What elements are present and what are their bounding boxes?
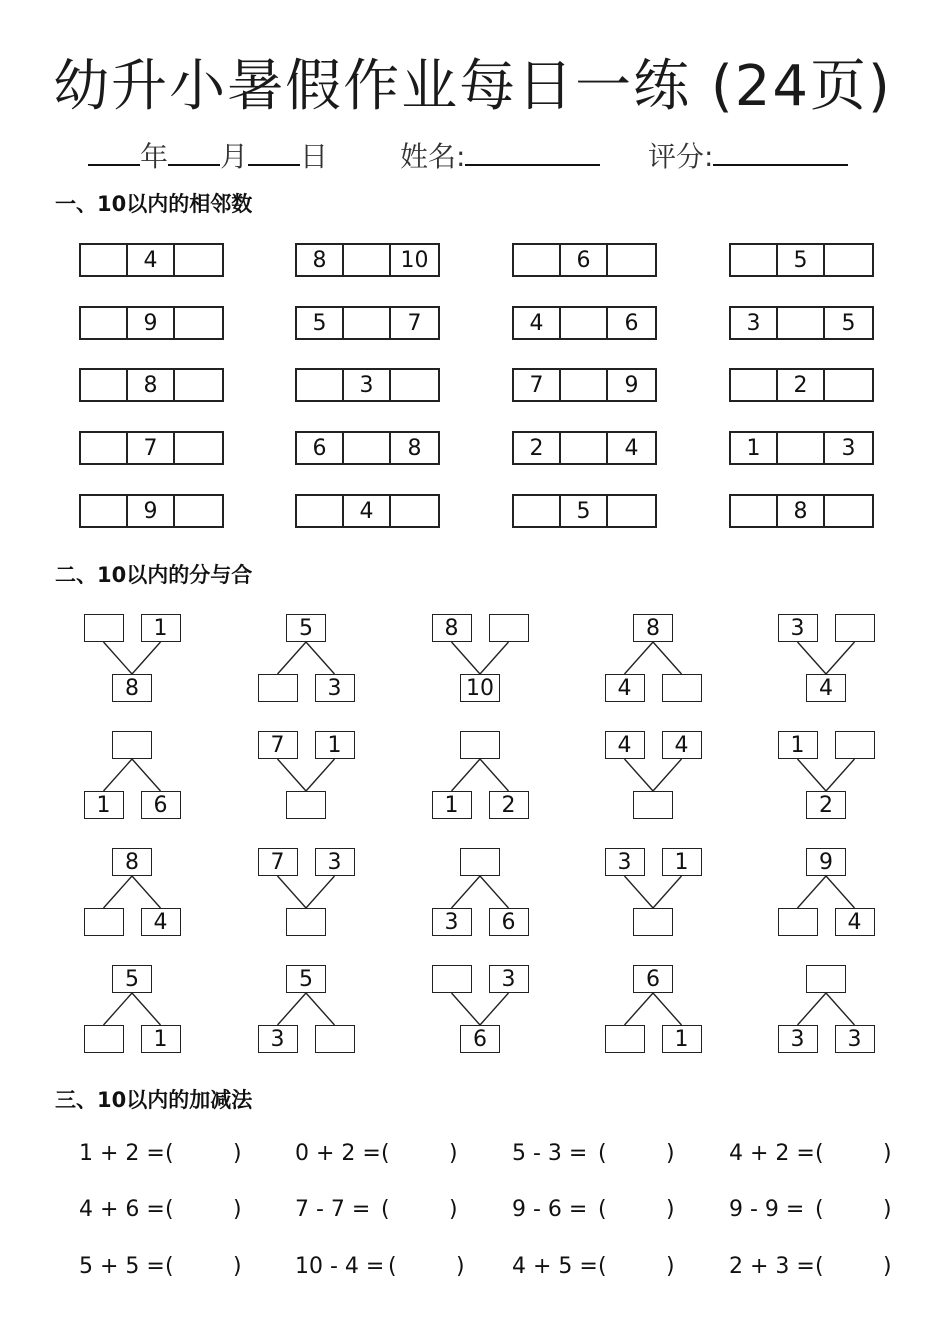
bond-whole-box: 8: [112, 674, 152, 702]
answer-paren-open: (: [165, 1197, 174, 1222]
bond-whole-box: 8: [112, 848, 152, 876]
bond-part-box: 4: [141, 908, 181, 936]
bond-blank-box[interactable]: [315, 1025, 355, 1053]
neighbor-box: [79, 431, 224, 465]
neighbor-blank-cell[interactable]: [778, 308, 825, 338]
neighbor-box: [729, 243, 874, 277]
bond-connector-line: [132, 876, 161, 908]
bond-connector-line: [452, 993, 481, 1025]
bond-part-box: 1: [432, 791, 472, 819]
bond-blank-box[interactable]: [432, 965, 472, 993]
neighbor-box: [729, 494, 874, 528]
neighbor-number-cell: 4: [344, 496, 391, 526]
answer-paren-close: ): [233, 1254, 242, 1279]
answer-paren-open: (: [165, 1141, 174, 1166]
neighbor-blank-cell[interactable]: [175, 308, 222, 338]
bond-part-box: 8: [432, 614, 472, 642]
neighbor-number-cell: 5: [561, 496, 608, 526]
name-label: 姓名:: [400, 140, 466, 173]
bond-part-box: 7: [258, 731, 298, 759]
bond-connector-line: [278, 759, 307, 791]
neighbor-box: [729, 368, 874, 402]
bond-connector-line: [452, 642, 481, 674]
bond-part-box: 3: [489, 965, 529, 993]
neighbor-blank-cell[interactable]: [731, 370, 778, 400]
bond-blank-box[interactable]: [460, 731, 500, 759]
answer-paren-open: (: [165, 1254, 174, 1279]
neighbor-blank-cell[interactable]: [81, 496, 128, 526]
neighbor-blank-cell[interactable]: [344, 245, 391, 275]
neighbor-box: [79, 243, 224, 277]
bond-blank-box[interactable]: [286, 791, 326, 819]
neighbor-blank-cell[interactable]: [561, 308, 608, 338]
neighbor-blank-cell[interactable]: [175, 370, 222, 400]
bond-connector-line: [826, 993, 855, 1025]
neighbor-blank-cell[interactable]: [391, 496, 438, 526]
page-title: 幼升小暑假作业每日一练 (24页): [53, 54, 892, 119]
neighbor-box: [79, 306, 224, 340]
neighbor-blank-cell[interactable]: [81, 370, 128, 400]
bond-connector-line: [104, 642, 133, 674]
neighbor-number-cell: 4: [514, 308, 561, 338]
neighbor-box: [512, 243, 657, 277]
neighbor-number-cell: 7: [514, 370, 561, 400]
bond-connector-line: [625, 876, 654, 908]
answer-blank[interactable]: [393, 1141, 447, 1167]
bond-blank-box[interactable]: [633, 908, 673, 936]
neighbor-number-cell: 8: [128, 370, 175, 400]
neighbor-number-cell: 6: [624, 310, 639, 336]
neighbor-blank-cell[interactable]: [825, 370, 872, 400]
bond-part-box: 1: [662, 1025, 702, 1053]
neighbor-box: [512, 431, 657, 465]
answer-blank[interactable]: [610, 1254, 664, 1280]
bond-connector-line: [653, 993, 682, 1025]
answer-blank[interactable]: [177, 1254, 231, 1280]
neighbor-number-cell: 5: [778, 245, 825, 275]
neighbor-blank-cell[interactable]: [731, 245, 778, 275]
bond-blank-box[interactable]: [460, 848, 500, 876]
neighbor-box: [79, 368, 224, 402]
neighbor-number-cell: 2: [778, 370, 825, 400]
bond-blank-box[interactable]: [605, 1025, 645, 1053]
neighbor-blank-cell[interactable]: [344, 308, 391, 338]
year-blank[interactable]: [88, 140, 140, 166]
equation-text: 5 - 3 =: [512, 1141, 588, 1166]
bond-part-box: 1: [315, 731, 355, 759]
answer-blank[interactable]: [827, 1197, 881, 1223]
bond-part-box: 3: [605, 848, 645, 876]
equation-text: 10 - 4 =: [295, 1254, 385, 1279]
neighbor-blank-cell[interactable]: [175, 433, 222, 463]
section-title-decompose: 二、10以内的分与合: [55, 563, 253, 587]
bond-blank-box[interactable]: [662, 674, 702, 702]
neighbor-box: [729, 431, 874, 465]
bond-connector-line: [306, 993, 335, 1025]
bond-blank-box[interactable]: [806, 965, 846, 993]
answer-paren-close: ): [883, 1197, 892, 1222]
neighbor-box: [295, 243, 440, 277]
bond-part-box: 2: [489, 791, 529, 819]
bond-blank-box[interactable]: [112, 731, 152, 759]
neighbor-number-cell: 3: [731, 308, 778, 338]
bond-connector-line: [480, 993, 509, 1025]
bond-part-box: 3: [432, 908, 472, 936]
bond-whole-box: 10: [460, 674, 500, 702]
neighbor-box: [512, 494, 657, 528]
date-fields: [88, 135, 328, 175]
bond-connector-line: [104, 993, 133, 1025]
neighbor-blank-cell[interactable]: [81, 433, 128, 463]
bond-part-box: 1: [662, 848, 702, 876]
bond-part-box: 7: [258, 848, 298, 876]
bond-blank-box[interactable]: [778, 908, 818, 936]
equation-text: 0 + 2 =: [295, 1141, 381, 1166]
bond-blank-box[interactable]: [489, 614, 529, 642]
neighbor-number-cell: 1: [731, 433, 778, 463]
bond-connector-line: [452, 876, 481, 908]
neighbor-blank-cell[interactable]: [81, 308, 128, 338]
bond-connector-line: [826, 642, 855, 674]
name-blank[interactable]: [465, 140, 600, 166]
bond-part-box: 3: [315, 674, 355, 702]
bond-whole-box: 6: [633, 965, 673, 993]
bond-part-box: 1: [84, 791, 124, 819]
bond-whole-box: 5: [112, 965, 152, 993]
neighbor-box: [79, 494, 224, 528]
score-field: [648, 135, 848, 175]
neighbor-blank-cell[interactable]: [608, 496, 655, 526]
bond-whole-box: 9: [806, 848, 846, 876]
neighbor-number-cell: 8: [407, 435, 422, 461]
equation-text: 1 + 2 =: [79, 1141, 165, 1166]
neighbor-number-cell: 2: [514, 433, 561, 463]
neighbor-box: [295, 306, 440, 340]
answer-paren-close: ): [666, 1141, 675, 1166]
answer-paren-open: (: [388, 1254, 397, 1279]
bond-part-box: 3: [258, 1025, 298, 1053]
bond-whole-box: 4: [806, 674, 846, 702]
bond-connector-line: [278, 642, 307, 674]
neighbor-blank-cell[interactable]: [778, 433, 825, 463]
day-label: 日: [300, 140, 329, 173]
neighbor-number-cell: 9: [624, 372, 639, 398]
bond-blank-box[interactable]: [835, 731, 875, 759]
bond-blank-box[interactable]: [84, 908, 124, 936]
equation-text: 4 + 5 =: [512, 1254, 598, 1279]
bond-connector-line: [278, 876, 307, 908]
neighbor-blank-cell[interactable]: [561, 370, 608, 400]
bond-whole-box: 6: [460, 1025, 500, 1053]
answer-paren-close: ): [883, 1254, 892, 1279]
bond-part-box: 3: [835, 1025, 875, 1053]
neighbor-box: [295, 494, 440, 528]
bond-connector-line: [480, 759, 509, 791]
answer-paren-close: ): [449, 1197, 458, 1222]
bond-connector-line: [306, 642, 335, 674]
neighbor-blank-cell[interactable]: [731, 496, 778, 526]
answer-paren-open: (: [598, 1141, 607, 1166]
bond-connector-line: [653, 759, 682, 791]
score-blank[interactable]: [713, 140, 848, 166]
bond-blank-box[interactable]: [84, 1025, 124, 1053]
equation-text: 5 + 5 =: [79, 1254, 165, 1279]
neighbor-number-cell: 4: [128, 245, 175, 275]
bond-connector-line: [132, 642, 161, 674]
bond-connector-line: [104, 876, 133, 908]
neighbor-number-cell: 4: [624, 435, 639, 461]
answer-paren-open: (: [815, 1141, 824, 1166]
equation-text: 2 + 3 =: [729, 1254, 815, 1279]
bond-connector-line: [625, 993, 654, 1025]
equation-text: 9 - 9 =: [729, 1197, 805, 1222]
bond-connector-line: [653, 642, 682, 674]
answer-blank[interactable]: [610, 1141, 664, 1167]
equation-text: 7 - 7 =: [295, 1197, 371, 1222]
answer-paren-close: ): [883, 1141, 892, 1166]
score-label: 评分:: [648, 140, 714, 173]
neighbor-blank-cell[interactable]: [514, 496, 561, 526]
neighbor-box: [512, 306, 657, 340]
answer-paren-close: ): [666, 1197, 675, 1222]
bond-blank-box[interactable]: [84, 614, 124, 642]
neighbor-blank-cell[interactable]: [608, 245, 655, 275]
answer-paren-close: ): [456, 1254, 465, 1279]
bond-connector-line: [826, 759, 855, 791]
neighbor-blank-cell[interactable]: [175, 496, 222, 526]
neighbor-number-cell: 10: [400, 247, 429, 273]
neighbor-number-cell: 3: [841, 435, 856, 461]
answer-paren-open: (: [598, 1254, 607, 1279]
month-label: 月: [220, 140, 249, 173]
bond-connector-line: [798, 642, 827, 674]
answer-paren-close: ): [449, 1141, 458, 1166]
bond-connector-line: [798, 759, 827, 791]
neighbor-blank-cell[interactable]: [297, 370, 344, 400]
neighbor-number-cell: 3: [344, 370, 391, 400]
answer-blank[interactable]: [400, 1254, 454, 1280]
bond-part-box: 1: [141, 1025, 181, 1053]
neighbor-blank-cell[interactable]: [825, 245, 872, 275]
neighbor-number-cell: 5: [841, 310, 856, 336]
bond-connector-line: [306, 759, 335, 791]
bond-whole-box: 8: [633, 614, 673, 642]
bond-connector-line: [306, 876, 335, 908]
bond-whole-box: 5: [286, 614, 326, 642]
bond-connector-line: [826, 876, 855, 908]
bond-connector-line: [653, 876, 682, 908]
bond-connector-line: [132, 993, 161, 1025]
bond-part-box: 1: [141, 614, 181, 642]
answer-paren-close: ): [233, 1141, 242, 1166]
bond-part-box: 4: [605, 731, 645, 759]
neighbor-number-cell: 6: [297, 433, 344, 463]
answer-blank[interactable]: [177, 1197, 231, 1223]
neighbor-blank-cell[interactable]: [175, 245, 222, 275]
answer-paren-open: (: [815, 1254, 824, 1279]
bond-part-box: 4: [662, 731, 702, 759]
bond-part-box: 3: [778, 1025, 818, 1053]
bond-part-box: 4: [835, 908, 875, 936]
neighbor-box: [729, 306, 874, 340]
neighbor-number-cell: 9: [128, 308, 175, 338]
bond-connector-line: [625, 642, 654, 674]
bond-part-box: 3: [315, 848, 355, 876]
name-field: [400, 135, 600, 175]
neighbor-blank-cell[interactable]: [561, 433, 608, 463]
bond-connector-line: [798, 876, 827, 908]
answer-paren-open: (: [381, 1197, 390, 1222]
bond-whole-box: 5: [286, 965, 326, 993]
day-blank[interactable]: [248, 140, 300, 166]
bond-connector-line: [625, 759, 654, 791]
bond-blank-box[interactable]: [633, 791, 673, 819]
neighbor-blank-cell[interactable]: [297, 496, 344, 526]
bond-connector-line: [104, 759, 133, 791]
answer-blank[interactable]: [827, 1141, 881, 1167]
bond-connector-line: [798, 993, 827, 1025]
equation-text: 9 - 6 =: [512, 1197, 588, 1222]
bond-blank-box[interactable]: [286, 908, 326, 936]
answer-paren-open: (: [598, 1197, 607, 1222]
neighbor-blank-cell[interactable]: [514, 245, 561, 275]
neighbor-number-cell: 7: [128, 433, 175, 463]
neighbor-number-cell: 8: [778, 496, 825, 526]
bond-part-box: 1: [778, 731, 818, 759]
answer-paren-open: (: [815, 1197, 824, 1222]
bond-blank-box[interactable]: [835, 614, 875, 642]
answer-paren-close: ): [666, 1254, 675, 1279]
neighbor-number-cell: 8: [297, 245, 344, 275]
section-title-arithmetic: 三、10以内的加减法: [55, 1088, 253, 1112]
answer-blank[interactable]: [393, 1197, 447, 1223]
neighbor-blank-cell[interactable]: [81, 245, 128, 275]
neighbor-blank-cell[interactable]: [391, 370, 438, 400]
answer-blank[interactable]: [827, 1254, 881, 1280]
neighbor-box: [295, 368, 440, 402]
bond-connector-line: [452, 759, 481, 791]
bond-part-box: 3: [778, 614, 818, 642]
month-blank[interactable]: [168, 140, 220, 166]
section-title-neighbors: 一、10以内的相邻数: [55, 192, 253, 216]
bond-part-box: 6: [141, 791, 181, 819]
neighbor-number-cell: 6: [561, 245, 608, 275]
neighbor-box: [512, 368, 657, 402]
bond-connector-line: [480, 642, 509, 674]
neighbor-number-cell: 9: [128, 496, 175, 526]
bond-connector-line: [480, 876, 509, 908]
answer-paren-open: (: [381, 1141, 390, 1166]
bond-part-box: 4: [605, 674, 645, 702]
bond-connector-line: [132, 759, 161, 791]
answer-blank[interactable]: [610, 1197, 664, 1223]
answer-blank[interactable]: [177, 1141, 231, 1167]
equation-text: 4 + 6 =: [79, 1197, 165, 1222]
bond-part-box: 6: [489, 908, 529, 936]
neighbor-box: [295, 431, 440, 465]
neighbor-number-cell: 7: [407, 310, 422, 336]
neighbor-blank-cell[interactable]: [344, 433, 391, 463]
bond-connector-line: [278, 993, 307, 1025]
neighbor-blank-cell[interactable]: [825, 496, 872, 526]
neighbor-number-cell: 5: [297, 308, 344, 338]
answer-paren-close: ): [233, 1197, 242, 1222]
bond-whole-box: 2: [806, 791, 846, 819]
bond-blank-box[interactable]: [258, 674, 298, 702]
equation-text: 4 + 2 =: [729, 1141, 815, 1166]
year-label: 年: [140, 140, 169, 173]
